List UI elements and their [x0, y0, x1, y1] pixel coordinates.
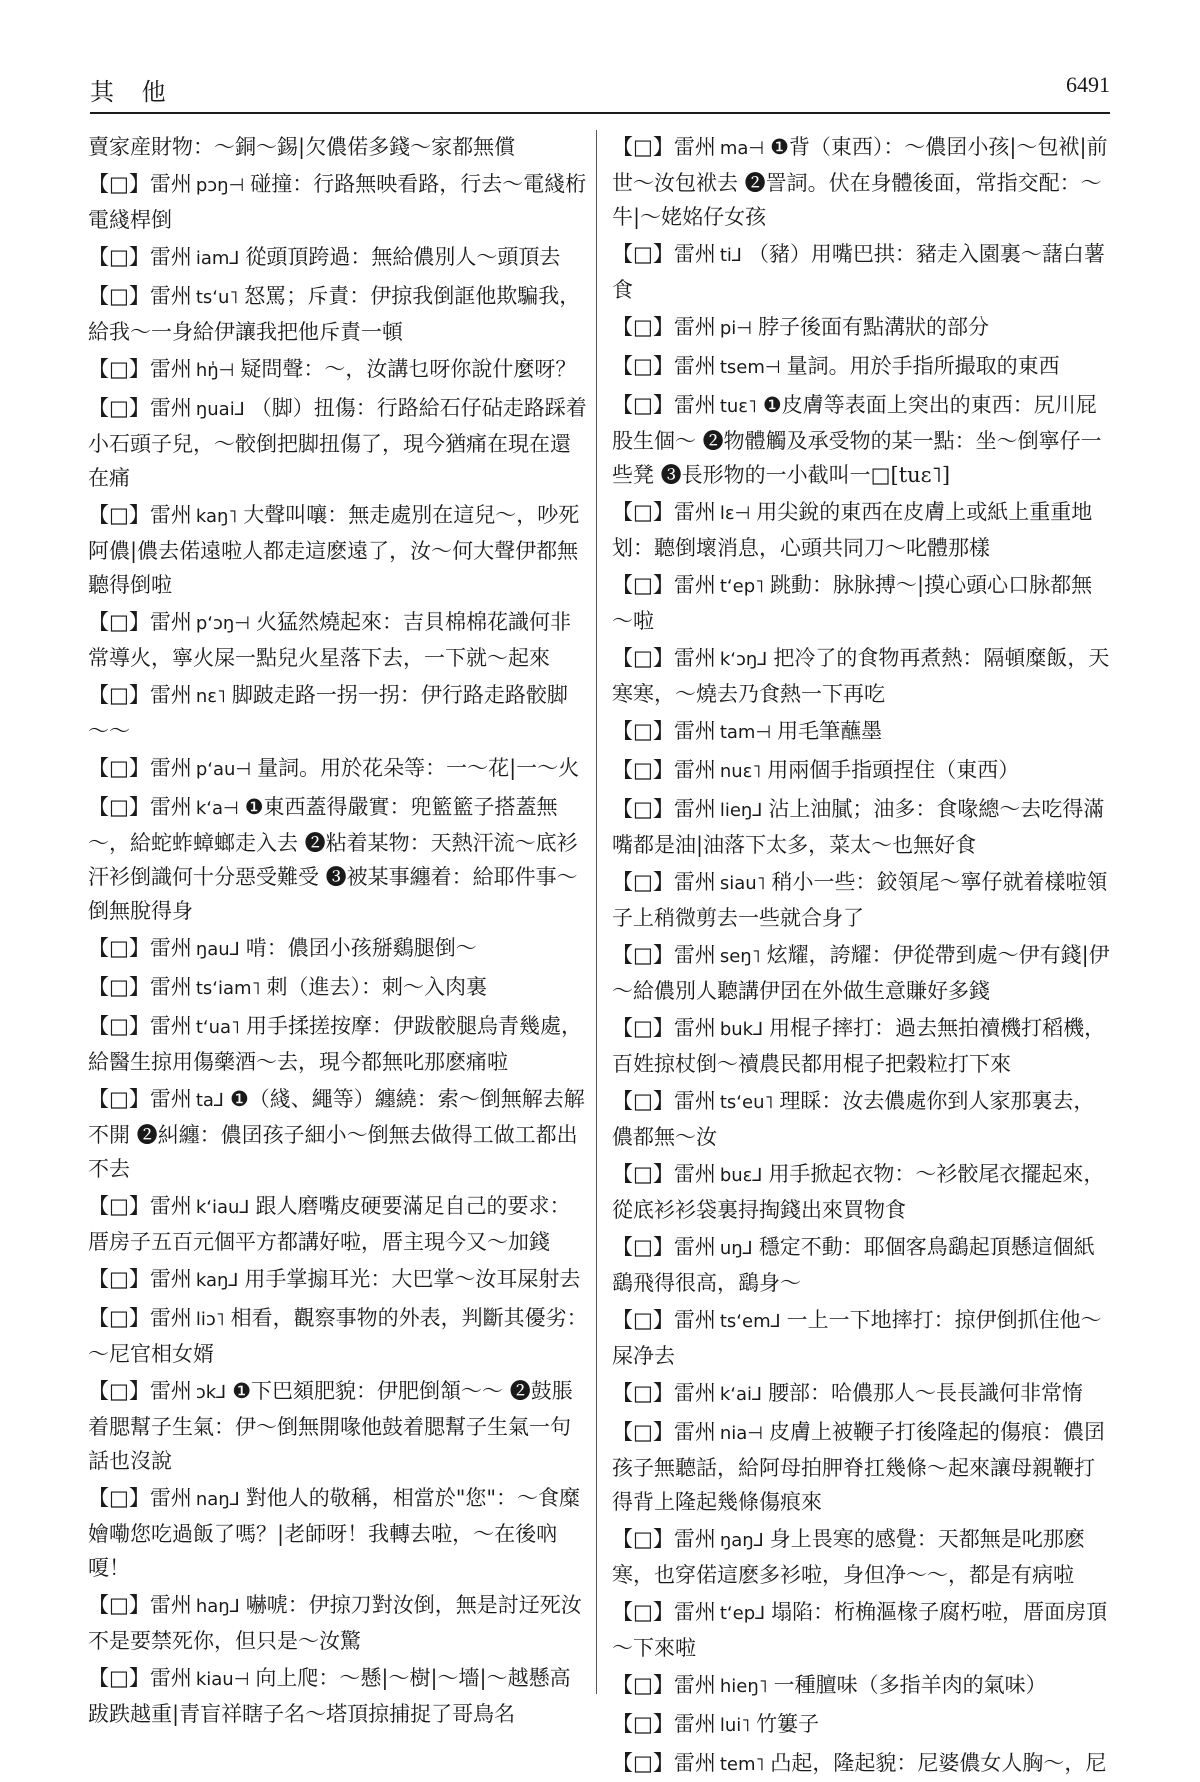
entry-headword: 【□】雷州: [88, 756, 192, 780]
entry-headword: 【□】雷州: [88, 245, 192, 269]
entry-definition: 一上一下地摔打：掠伊倒抓住他～屎净去: [612, 1308, 1102, 1368]
entry-headword: 【□】雷州: [612, 1420, 716, 1444]
dictionary-entry: [612, 865, 1112, 935]
entry-phonetic: tʻua˥: [195, 1017, 240, 1038]
entry-phonetic: pɔŋ⊣: [195, 175, 245, 196]
entry-headword: 【□】雷州: [612, 315, 716, 339]
dictionary-entry: [612, 1415, 1112, 1519]
dictionary-entry: [88, 1189, 588, 1259]
entry-headword: 【□】雷州: [612, 719, 716, 743]
entry-phonetic: tsʻu˥: [195, 287, 239, 308]
entry-headword: 【□】雷州: [88, 610, 192, 634]
entry-headword: 【□】雷州: [88, 795, 192, 819]
dictionary-entry: [612, 388, 1112, 492]
dictionary-entry: [612, 310, 1112, 346]
running-title: 其 他: [90, 78, 176, 106]
entry-phonetic: ŋuai⅃: [195, 399, 245, 420]
dictionary-entry: [88, 1082, 588, 1186]
entry-definition: 怒罵；斥責：伊掠我倒誆他欺騙我，給我～一身給伊讓我把他斥責一頓: [88, 284, 581, 344]
entry-headword: 【□】雷州: [88, 396, 192, 420]
entry-definition: 用手掌搧耳光：大巴掌～汝耳屎射去: [244, 1267, 581, 1291]
entry-definition: 脖子後面有點溝狀的部分: [757, 315, 989, 339]
dictionary-entry: [88, 279, 588, 349]
entry-headword: 【□】雷州: [612, 1527, 716, 1551]
entry-headword: 【□】雷州: [88, 503, 192, 527]
dictionary-entry: [612, 1595, 1112, 1665]
page-header: [90, 64, 1110, 114]
entry-phonetic: ma⊣: [719, 138, 765, 159]
dictionary-entry: [88, 498, 588, 602]
dictionary-entry: [612, 495, 1112, 565]
entry-phonetic: tʻep˥: [719, 576, 764, 597]
entry-definition: 量詞。用於手指所撮取的東西: [786, 354, 1060, 378]
column-divider: [596, 130, 597, 1694]
entry-phonetic: nuɛ˥: [719, 761, 762, 782]
entry-headword: 【□】雷州: [612, 1712, 716, 1736]
entry-phonetic: kiau⊣: [195, 1669, 250, 1690]
entry-phonetic: iam⅃: [195, 248, 240, 269]
page-number: 6491: [1066, 72, 1110, 97]
entry-definition: 火猛然燒起來：吉貝棉棉花識何非常導火，寧火屎一點兒火星落下去，一下就～起來: [88, 610, 571, 670]
entry-phonetic: kʻɔŋ⅃: [719, 649, 768, 670]
entry-phonetic: nɛ˥: [195, 686, 226, 707]
entry-phonetic: ɔk⅃: [195, 1382, 227, 1403]
entry-definition: 凸起，隆起貌：尼婆儂女人胸～，尼: [770, 1751, 1107, 1775]
entry-definition: 脚跛走路一拐一拐：伊行路走路骹脚～～: [88, 683, 568, 743]
entry-headword: 【□】雷州: [612, 1751, 716, 1775]
entry-definition: 用兩個手指頭捏住（東西）: [767, 758, 1020, 782]
entry-definition: 用毛筆蘸墨: [777, 719, 883, 743]
entry-headword: 【□】雷州: [612, 758, 716, 782]
entry-definition: ❶（綫、繩等）纏繞：索～倒無解去解不開 ❷糾纏：儂囝孩子細小～倒無去做得工做工都出不去: [88, 1087, 585, 1181]
entry-phonetic: lui˥: [719, 1715, 751, 1736]
dictionary-entry: [88, 352, 588, 388]
entry-phonetic: kʻai⅃: [719, 1384, 763, 1405]
entry-phonetic: tam⊣: [719, 722, 772, 743]
entry-headword: 【□】雷州: [88, 1379, 192, 1403]
dictionary-entry: [88, 1481, 588, 1585]
entry-headword: 【□】雷州: [612, 1162, 716, 1186]
entry-headword: 【□】雷州: [612, 870, 716, 894]
entry-definition: ❶皮膚等表面上突出的東西：尻川屁股生個～ ❷物體觸及承受物的某一點：坐～倒寧仔一些凳 ❸長形物的一小截叫一□[tuɛ˥]: [612, 393, 1102, 487]
entry-definition: 腰部：哈儂那人～長長識何非常惰: [768, 1381, 1084, 1405]
entry-headword: 【□】雷州: [88, 1593, 192, 1617]
right-column: [612, 130, 1112, 1775]
entry-phonetic: lɛ⊣: [719, 503, 751, 524]
entry-headword: 【□】雷州: [612, 1235, 716, 1259]
entry-definition: 對他人的敬稱，相當於"您"：～食糜嬒嘞您吃過飯了嗎？|老師呀！我轉去啦，～在後吶嗄！: [88, 1486, 581, 1580]
dictionary-entry: [612, 568, 1112, 638]
entry-definition: 跟人磨嘴皮硬要滿足自己的要求：厝房子五百元個平方都講好啦，厝主現今又～加錢: [88, 1194, 571, 1254]
dictionary-entry: [88, 678, 588, 748]
entry-headword: 【□】雷州: [612, 393, 716, 417]
dictionary-entry: [88, 1588, 588, 1658]
entry-headword: 【□】雷州: [88, 1306, 192, 1330]
entry-phonetic: tem˥: [719, 1754, 765, 1775]
left-column: [88, 130, 588, 1726]
dictionary-entry: [88, 1262, 588, 1298]
entry-definition: 刺（進去）：刺～入肉裏: [266, 975, 487, 999]
entry-phonetic: nia⊣: [719, 1423, 763, 1444]
entry-headword: 【□】雷州: [88, 357, 192, 381]
dictionary-entry: [612, 714, 1112, 750]
entry-headword: 【□】雷州: [88, 1087, 192, 1111]
dictionary-entry: [88, 1009, 588, 1079]
entry-headword: 【□】雷州: [88, 284, 192, 308]
entry-phonetic: tsʻeu˥: [719, 1092, 774, 1113]
dictionary-entry: [612, 1084, 1112, 1154]
entry-headword: 【□】雷州: [612, 797, 716, 821]
entry-headword: 【□】雷州: [88, 975, 192, 999]
entry-phonetic: kaŋ⅃: [195, 1270, 239, 1291]
entry-definition: 皮膚上被鞭子打後隆起的傷痕：儂囝孩子無聽話，給阿母拍胛脊扛幾條～起來讓母親鞭打得背上隆起幾條傷痕來: [612, 1420, 1105, 1514]
entry-phonetic: ta⅃: [195, 1090, 224, 1111]
entry-phonetic: seŋ˥: [719, 946, 761, 967]
entry-headword: 【□】雷州: [612, 1089, 716, 1113]
entry-phonetic: tsʻiam˥: [195, 978, 261, 999]
entry-definition: 用尖銳的東西在皮膚上或紙上重重地划：聽倒壞消息，心頭共同刀～叱體那樣: [612, 500, 1093, 560]
entry-phonetic: uŋ⅃: [719, 1238, 753, 1259]
entry-phonetic: kʻiau⅃: [195, 1197, 250, 1218]
entry-definition: 理睬：汝去儂處你到人家那裏去，儂都無～汝: [612, 1089, 1095, 1149]
entry-definition: 塌陷：桁桷漚椽子腐朽啦，厝面房頂～下來啦: [612, 1600, 1108, 1660]
entry-definition: 疑問聲：～，汝講乜呀你說什麼呀？: [240, 357, 577, 381]
entry-headword: 【□】雷州: [612, 242, 716, 266]
dictionary-entry: [612, 641, 1112, 711]
entry-phonetic: hieŋ˥: [719, 1676, 768, 1697]
entry-definition: 碰撞：行路無映看路，行去～電綫桁電綫桿倒: [88, 172, 587, 232]
entry-phonetic: pi⊣: [719, 318, 752, 339]
dictionary-entry: [612, 1376, 1112, 1412]
entry-headword: 【□】雷州: [612, 1381, 716, 1405]
entry-definition: （脚）扭傷：行路給石仔砧走路踩着小石頭子兒，～骹倒把脚扭傷了，現今猶痛在現在還在痛: [88, 396, 587, 490]
entry-phonetic: liɔ˥: [195, 1309, 225, 1330]
dictionary-entry: [88, 931, 588, 967]
entry-definition: 用手掀起衣物：～衫骹尾衣擺起來，從底衫衫袋裏挦掏錢出來買物食: [612, 1162, 1105, 1222]
entry-definition: 用手揉搓按摩：伊跋骹腿烏青幾處，給醫生掠用傷藥酒～去，現今都無叱那麽痛啦: [88, 1014, 582, 1074]
entry-definition: ❶背（東西）：～儂囝小孩|～包袱|前世～汝包袱去 ❷詈詞。伏在身體後面，常指交配：～牛|～姥姳仔女孩: [612, 135, 1108, 229]
entry-phonetic: siau˥: [719, 873, 766, 894]
entry-headword: 【□】雷州: [612, 1308, 716, 1332]
entry-phonetic: ŋau⅃: [195, 939, 240, 960]
entry-headword: 【□】雷州: [88, 683, 192, 707]
entry-headword: 【□】雷州: [612, 1600, 716, 1624]
dictionary-entry: [612, 1668, 1112, 1704]
entry-phonetic: pʻɔŋ⊣: [195, 613, 250, 634]
dictionary-entry: [88, 167, 588, 237]
entry-phonetic: tsʻem⅃: [719, 1311, 781, 1332]
entry-definition: 沾上油膩；油多：食喙總～去吃得滿嘴都是油|油落下太多，菜太～也無好食: [612, 797, 1105, 857]
entry-phonetic: tsem⊣: [719, 357, 781, 378]
dictionary-entry: [612, 237, 1112, 307]
entry-headword: 【□】雷州: [612, 500, 716, 524]
entry-headword: 【□】雷州: [612, 646, 716, 670]
entry-definition: （豬）用嘴巴拱：豬走入園裏～藷白薯食: [612, 242, 1105, 302]
entry-definition: 把冷了的食物再煮熱：隔頓糜飯，天寒寒，～燒去乃食熱一下再吃: [612, 646, 1110, 706]
entry-phonetic: lieŋ⅃: [719, 800, 763, 821]
dictionary-entry: [88, 605, 588, 675]
entry-definition: 竹簍子: [756, 1712, 820, 1736]
dictionary-entry: [88, 240, 588, 276]
entry-phonetic: buk⅃: [719, 1019, 764, 1040]
entry-definition: 跳動：脉脉搏～|摸心頭心口脉都無～啦: [612, 573, 1093, 633]
entry-definition: 向上爬：～懸|～樹|～墻|～越懸高跋跌越重|青盲祥瞎子名～塔頂掠捕捉了哥鳥名: [88, 1666, 571, 1726]
dictionary-entry: [88, 391, 588, 495]
entry-definition: 從頭頂跨過：無給儂別人～頭頂去: [245, 245, 561, 269]
dictionary-entry: [612, 792, 1112, 862]
dictionary-entry: [88, 970, 588, 1006]
dictionary-entry: [88, 790, 588, 928]
entry-headword: 【□】雷州: [612, 135, 716, 159]
dictionary-entry: [612, 1522, 1112, 1592]
dictionary-entry: [612, 1011, 1112, 1081]
entry-definition: 稍小一些：鉸領尾～寧仔就着樣啦領子上稍微剪去一些就合身了: [612, 870, 1108, 930]
entry-definition: 嚇唬：伊掠刀對汝倒，無是討䢊死汝不是要禁死你，但只是～汝驚: [88, 1593, 582, 1653]
dictionary-entry: [612, 1230, 1112, 1300]
entry-headword: 【□】雷州: [612, 354, 716, 378]
entry-headword: 【□】雷州: [88, 1267, 192, 1291]
entry-phonetic: ŋaŋ⅃: [719, 1530, 764, 1551]
dictionary-entry: [612, 1746, 1112, 1782]
entry-phonetic: ti⅃: [719, 245, 742, 266]
entry-headword: 【□】雷州: [88, 1194, 192, 1218]
dictionary-entry: [88, 1374, 588, 1478]
entry-headword: 【□】雷州: [88, 1014, 192, 1038]
dictionary-entry: [88, 751, 588, 787]
entry-headword: 【□】雷州: [612, 573, 716, 597]
dictionary-entry: [88, 1661, 588, 1731]
dictionary-entry: [612, 1303, 1112, 1373]
entry-definition: 量詞。用於花朵等：一～花|一～火: [257, 756, 580, 780]
entry-headword: 【□】雷州: [612, 943, 716, 967]
dictionary-entry: [612, 938, 1112, 1008]
entry-definition: 用棍子摔打：過去無拍䄣機打稻機，百姓掠杖倒～䄣農民都用棍子把穀粒打下來: [612, 1016, 1106, 1076]
entry-phonetic: naŋ⅃: [195, 1489, 240, 1510]
entry-definition: ❶東西蓋得嚴實：兜籃籃子搭蓋無～，給蛇蚱蟑螂走入去 ❷粘着某物：天熱汗流～底衫汗衫倒識何十分惡受難受 ❸被某事纏着：給耶件事～倒無脫得身: [88, 795, 578, 923]
dictionary-entry: [612, 1157, 1112, 1227]
entry-definition: 穩定不動：耶個客鳥鷂起頂懸這個紙鷂飛得很高，鷂身～: [612, 1235, 1095, 1295]
entry-phonetic: kaŋ˥: [195, 506, 238, 527]
entry-phonetic: hŋ̍⊣: [195, 360, 235, 381]
entry-definition: 大聲叫嚷：無走處別在這兒～，吵死阿儂|儂去偌遠啦人都走這麽遠了，汝～何大聲伊都無聽得倒啦: [88, 503, 580, 597]
entry-phonetic: tʻep⅃: [719, 1603, 766, 1624]
dictionary-entry: [88, 1301, 588, 1371]
entry-definition: ❶下巴頦肥貌：伊肥倒頷～～ ❷鼓脹着腮幫子生氣：伊～倒無開喙他鼓着腮幫子生氣一句話也沒說: [88, 1379, 573, 1473]
entry-phonetic: buɛ⅃: [719, 1165, 763, 1186]
entry-phonetic: kʻa⊣: [195, 798, 239, 819]
entry-definition: 啃：儂囝小孩掰鷄腿倒～: [245, 936, 477, 960]
entry-definition: 一種膻味（多指羊肉的氣味）: [773, 1673, 1047, 1697]
dictionary-entry: [612, 1707, 1112, 1743]
entry-headword: 【□】雷州: [88, 172, 192, 196]
entry-phonetic: haŋ⅃: [195, 1596, 240, 1617]
entry-phonetic: tuɛ˥: [719, 396, 757, 417]
entry-phonetic: pʻau⊣: [195, 759, 252, 780]
entry-headword: 【□】雷州: [88, 936, 192, 960]
left-entry-list: [88, 167, 588, 1731]
continuation-text: 賣家産財物：～銅～錫|欠儂偌多錢～家都無償: [88, 135, 516, 159]
dictionary-entry: [612, 130, 1112, 234]
entry-headword: 【□】雷州: [612, 1673, 716, 1697]
dictionary-entry: [612, 753, 1112, 789]
entry-headword: 【□】雷州: [88, 1666, 192, 1690]
entry-headword: 【□】雷州: [88, 1486, 192, 1510]
entry-definition: 身上畏寒的感覺：天都無是叱那麽寒，也穿偌這麽多衫啦，身但净～～，都是有病啦: [612, 1527, 1085, 1587]
entry-headword: 【□】雷州: [612, 1016, 716, 1040]
entry-definition: 炫耀，誇耀：伊從帶到處～伊有錢|伊～給儂別人聽講伊囝在外做生意賺好多錢: [612, 943, 1110, 1003]
entry-definition: 相看，觀察事物的外表，判斷其優劣：～尼官相女婿: [88, 1306, 588, 1366]
dictionary-entry: [612, 349, 1112, 385]
right-entry-list: [612, 130, 1112, 1782]
